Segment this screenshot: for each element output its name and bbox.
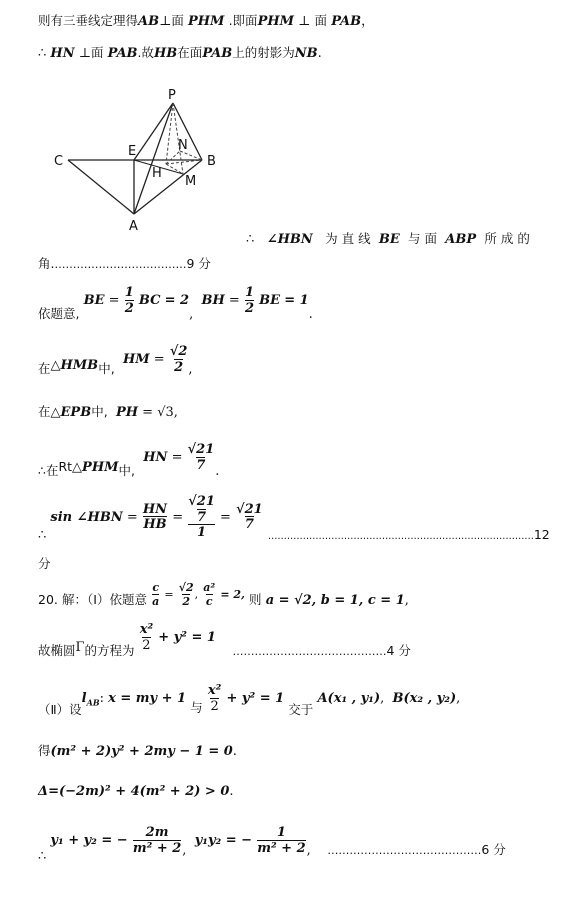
line-hn: ∴在Rt△PHM中, HN = $\frac{√21}{7}$ . bbox=[38, 442, 220, 480]
fraction-sqrt2-over-2: $\frac{√2}{2}$ bbox=[169, 344, 188, 375]
fraction-one-half-2: $\frac{1}{2}$ bbox=[244, 285, 255, 316]
label-C: C bbox=[54, 154, 64, 169]
line-discriminant: Δ=(−2m)² + 4(m² + 2) > 0. bbox=[38, 784, 234, 799]
fraction-sqrt21-over-7-result: $\frac{√21}{7}$ bbox=[236, 501, 263, 533]
edge-C-A bbox=[68, 160, 134, 214]
edge-P-E bbox=[134, 103, 173, 160]
label-H: H bbox=[152, 166, 162, 181]
line-projection: ∴ HN ⊥面 PAB.故HB在面PAB上的射影为NB. bbox=[38, 45, 322, 61]
fraction-a2-over-c: $\frac{\text{a²}}{c}$ bbox=[203, 581, 216, 608]
line-angle-score: 角.………………………………9 分 bbox=[38, 256, 211, 271]
label-N: N bbox=[178, 138, 188, 153]
fraction-sqrt2-over-2-e: $\frac{√2}{2}$ bbox=[178, 581, 194, 608]
fraction-sqrt21-over-7: $\frac{√21}{7}$ bbox=[187, 442, 215, 473]
line-three-perpendiculars: 则有三垂线定理得AB⊥面 PHM .即面PHM ⊥ 面 PAB， bbox=[38, 13, 375, 29]
line-q20-part1: 20. 解：（Ⅰ）依题意 $\frac{c}{a}$ = $\frac{√2}{2}$ , $\frac{\text{a²}}{c}$ = 2, 则 a = √2, b = 1, c = 1, bbox=[38, 581, 409, 609]
fraction-1-over-m2plus2: $\frac{1}{\text{m² + 2}}$ bbox=[257, 825, 306, 856]
pyramid-figure bbox=[50, 85, 230, 235]
line-sin-score-unit: 分 bbox=[38, 556, 51, 571]
compound-fraction: $\frac{\frac{√21}{7}}{1}$ bbox=[188, 494, 215, 541]
line-angle-statement: ∴ ∠HBN 为 直 线 BE 与 面 ABP 所 成 的 bbox=[246, 231, 530, 247]
line-ph: 在△EPB中, PH = √3, bbox=[38, 404, 178, 420]
label-B: B bbox=[207, 154, 216, 169]
line-part2-setup: （Ⅱ）设$l_{AB}$: x = my + 1 与 $\frac{\text{x²}}{2}$ + y² = 1 交于 A(x₁ , y₁), B(x₂ , y₂), bbox=[38, 683, 461, 718]
dashed-H-M bbox=[166, 164, 183, 174]
edge-P-A bbox=[134, 103, 173, 214]
label-A: A bbox=[129, 219, 138, 234]
label-E: E bbox=[128, 144, 137, 159]
line-ellipse-equation: 故椭圆Γ的方程为 $\frac{\text{x²}}{2}$ + y² = 1 $_{\dots\dots\dots\dots\dots\dots\dots\dots\dots\dots\dots\dots\dots\dots}$4 分 bbox=[38, 622, 411, 659]
fraction-c-over-a: $\frac{c}{a}$ bbox=[152, 581, 160, 608]
label-P: P bbox=[168, 88, 176, 103]
line-vieta: ∴ y₁ + y₂ = − $\frac{2m}{\text{m² + 2}}$ , y₁y₂ = − $\frac{1}{\text{m² + 2}}$ , $_{\dots\dots\dots\dots\dots\dots\dots\dots\dots\dots\dots\dots\dots\dots}$6 分 bbox=[38, 825, 506, 865]
fraction-x2-over-2: $\frac{\text{x²}}{2}$ bbox=[139, 622, 154, 653]
fraction-x2-over-2-b: $\frac{\text{x²}}{2}$ bbox=[207, 683, 222, 714]
line-quadratic: 得(m² + 2)y² + 2my − 1 = 0. bbox=[38, 743, 237, 759]
line-sin-hbn: ∴ sin ∠HBN = $\frac{HN}{HB}$ = $\frac{\frac{√21}{7}}{1}$ = $\frac{√21}{7}$ $_{\dots\dots\dots\dots\dots\dots\dots\dots\dots\dots\dots\dots\dots\dots\dots\dots\dots\dots\dots\dots\dots\dots\dots\dots\dots\dots\dots\dots}$12 bbox=[38, 494, 550, 543]
line-be-bh: 依题意, BE = $\frac{1}{2}$ BC = 2, BH = $\frac{1}{2}$ BE = 1. bbox=[38, 285, 313, 323]
fraction-hn-over-hb: $\frac{HN}{HB}$ bbox=[142, 501, 168, 533]
line-hm: 在△HMB中, HM = $\frac{√2}{2}$ , bbox=[38, 344, 193, 378]
fraction-one-half: $\frac{1}{2}$ bbox=[124, 285, 134, 316]
label-M: M bbox=[185, 174, 197, 189]
fraction-2m-over-m2plus2: $\frac{2m}{\text{m² + 2}}$ bbox=[132, 825, 182, 856]
